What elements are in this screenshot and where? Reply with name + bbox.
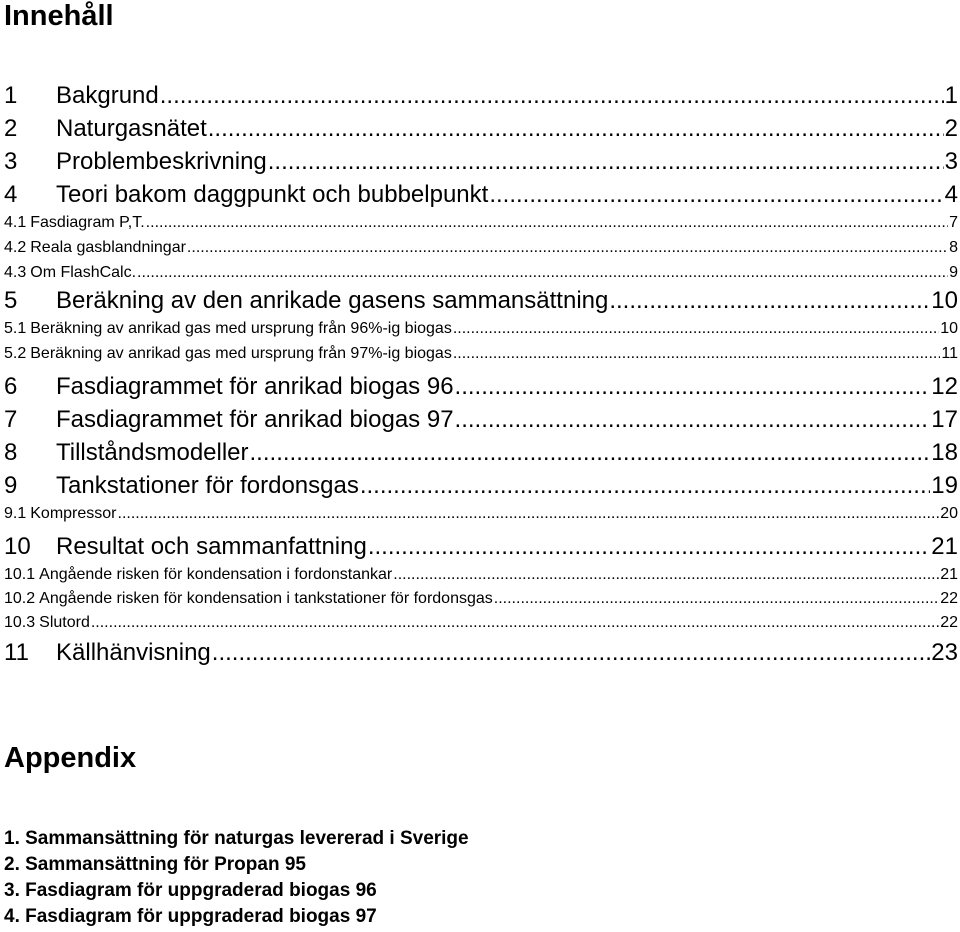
toc-entry-title: Fasdiagrammet för anrikad biogas 96 <box>56 373 454 400</box>
toc-entry-number: 5.1 <box>4 320 27 337</box>
toc-entry-leader <box>268 147 944 177</box>
toc-entry-leader <box>368 532 930 562</box>
toc-entry[interactable] <box>4 438 958 468</box>
toc-entry-number: 1 <box>4 82 18 109</box>
toc-entry-number: 9 <box>4 472 18 499</box>
toc-entry[interactable] <box>4 503 958 525</box>
toc-entry-title: Fasdiagram P,T. <box>30 214 145 231</box>
toc-entry-leader <box>453 343 941 365</box>
toc-entry[interactable] <box>4 372 958 402</box>
toc-entry-number: 8 <box>4 439 18 466</box>
toc-entry-page: 21 <box>931 533 958 560</box>
toc-entry-number: 5.2 <box>4 345 27 362</box>
toc-entry[interactable] <box>4 262 958 284</box>
toc-entry-title: Tillståndsmodeller <box>56 439 249 466</box>
toc-entry-page: 18 <box>931 439 958 466</box>
toc-entry[interactable] <box>4 286 958 316</box>
toc-entry[interactable] <box>4 564 958 586</box>
toc-entry-page: 20 <box>940 505 958 522</box>
toc-entry-title: Teori bakom daggpunkt och bubbelpunkt <box>56 181 489 208</box>
toc-entry[interactable] <box>4 471 958 501</box>
toc-entry[interactable] <box>4 147 958 177</box>
toc-entry-title: Slutord <box>39 614 90 631</box>
toc-entry-page: 22 <box>940 590 958 607</box>
toc-entry-number: 4.3 <box>4 264 27 281</box>
toc-entry-number: 10.1 <box>4 566 36 583</box>
toc-entry-page: 1 <box>944 82 958 109</box>
toc-entry[interactable] <box>4 114 958 144</box>
toc-entry-page: 22 <box>940 614 958 631</box>
toc-entry-leader <box>455 372 931 402</box>
toc-entry[interactable] <box>4 405 958 435</box>
toc-entry-leader <box>453 318 939 340</box>
toc-entry[interactable] <box>4 588 958 610</box>
toc-entry-leader <box>118 503 940 525</box>
toc-entry-number: 4.2 <box>4 239 27 256</box>
toc-entry-title: Reala gasblandningar <box>30 239 186 256</box>
toc-entry-number: 5 <box>4 287 18 314</box>
toc-entry-title: Problembeskrivning <box>56 148 267 175</box>
toc-entry-title: Naturgasnätet <box>56 115 207 142</box>
toc-entry-title: Angående risken för kondensation i tankstationer för fordonsgas <box>39 590 493 607</box>
toc-entry-page: 10 <box>940 320 958 337</box>
toc-entry-number: 2 <box>4 115 18 142</box>
toc-entry-title: Beräkning av anrikad gas med ursprung från 97%-ig biogas <box>30 345 452 362</box>
toc-entry-leader <box>489 180 943 210</box>
toc-entry-page: 7 <box>949 214 958 231</box>
toc-entry-leader <box>455 405 931 435</box>
toc-entry-page: 9 <box>949 264 958 281</box>
appendix-item: 1. Sammansättning för naturgas levererad i Sverige <box>4 828 469 849</box>
toc-entry[interactable] <box>4 318 958 340</box>
toc-entry-leader <box>250 438 931 468</box>
toc-entry-leader <box>494 588 939 610</box>
toc-entry-leader <box>137 262 948 284</box>
toc-entry[interactable] <box>4 532 958 562</box>
toc-entry-number: 11 <box>4 639 29 666</box>
toc-entry-title: Angående risken för kondensation i fordonstankar <box>39 566 393 583</box>
toc-entry-title: Källhänvisning <box>56 639 211 666</box>
toc-entry-title: Beräkning av anrikad gas med ursprung från 96%-ig biogas <box>30 320 452 337</box>
toc-entry-number: 6 <box>4 373 18 400</box>
appendix-item: 2. Sammansättning för Propan 95 <box>4 854 306 875</box>
toc-entry-number: 7 <box>4 406 18 433</box>
toc-entry-number: 4 <box>4 181 18 208</box>
toc-entry-leader <box>160 81 944 111</box>
toc-entry-title: Resultat och sammanfattning <box>56 533 367 560</box>
toc-entry-title: Fasdiagrammet för anrikad biogas 97 <box>56 406 454 433</box>
appendix-item: 4. Fasdiagram för uppgraderad biogas 97 <box>4 906 377 927</box>
toc-entry-number: 3 <box>4 148 18 175</box>
appendix-item: 3. Fasdiagram för uppgraderad biogas 96 <box>4 880 377 901</box>
toc-entry-number: 9.1 <box>4 505 27 522</box>
toc-entry[interactable] <box>4 612 958 634</box>
toc-entry[interactable] <box>4 81 958 111</box>
toc-entry-page: 8 <box>949 239 958 256</box>
toc-entry[interactable] <box>4 180 958 210</box>
toc-entry-title: Kompressor <box>30 505 117 522</box>
toc-entry-page: 3 <box>944 148 958 175</box>
toc-entry[interactable] <box>4 638 958 668</box>
toc-heading: Innehåll <box>4 0 114 32</box>
toc-entry-number: 10.3 <box>4 614 36 631</box>
toc-entry-number: 4.1 <box>4 214 27 231</box>
toc-entry-leader <box>360 471 930 501</box>
toc-entry[interactable] <box>4 212 958 234</box>
toc-entry[interactable] <box>4 343 958 365</box>
toc-entry-page: 12 <box>931 373 958 400</box>
toc-entry-page: 17 <box>931 406 958 433</box>
toc-entry-page: 10 <box>931 287 958 314</box>
toc-entry-page: 21 <box>940 566 958 583</box>
toc-entry-page: 2 <box>944 115 958 142</box>
toc-entry-page: 23 <box>931 639 958 666</box>
toc-entry-title: Bakgrund <box>56 82 159 109</box>
toc-entry-leader <box>609 286 930 316</box>
toc-entry-leader <box>393 564 939 586</box>
toc-entry-page: 19 <box>931 472 958 499</box>
toc-entry-leader <box>91 612 939 634</box>
toc-entry-title: Beräkning av den anrikade gasens sammansättning <box>56 287 609 314</box>
toc-entry-leader <box>187 237 948 259</box>
appendix-list <box>4 826 469 930</box>
toc-entry-page: 4 <box>944 181 958 208</box>
toc-entry-page: 11 <box>941 345 958 362</box>
toc-entry-title: Tankstationer för fordonsgas <box>56 472 359 499</box>
toc-entry-title: Om FlashCalc. <box>30 264 137 281</box>
appendix-heading: Appendix <box>4 742 137 774</box>
toc-entry-number: 10 <box>4 533 31 560</box>
toc-entry-leader <box>208 114 944 144</box>
toc-entry-leader <box>212 638 931 668</box>
toc-entry[interactable] <box>4 237 958 259</box>
toc-entry-leader <box>146 212 948 234</box>
toc-entry-number: 10.2 <box>4 590 36 607</box>
